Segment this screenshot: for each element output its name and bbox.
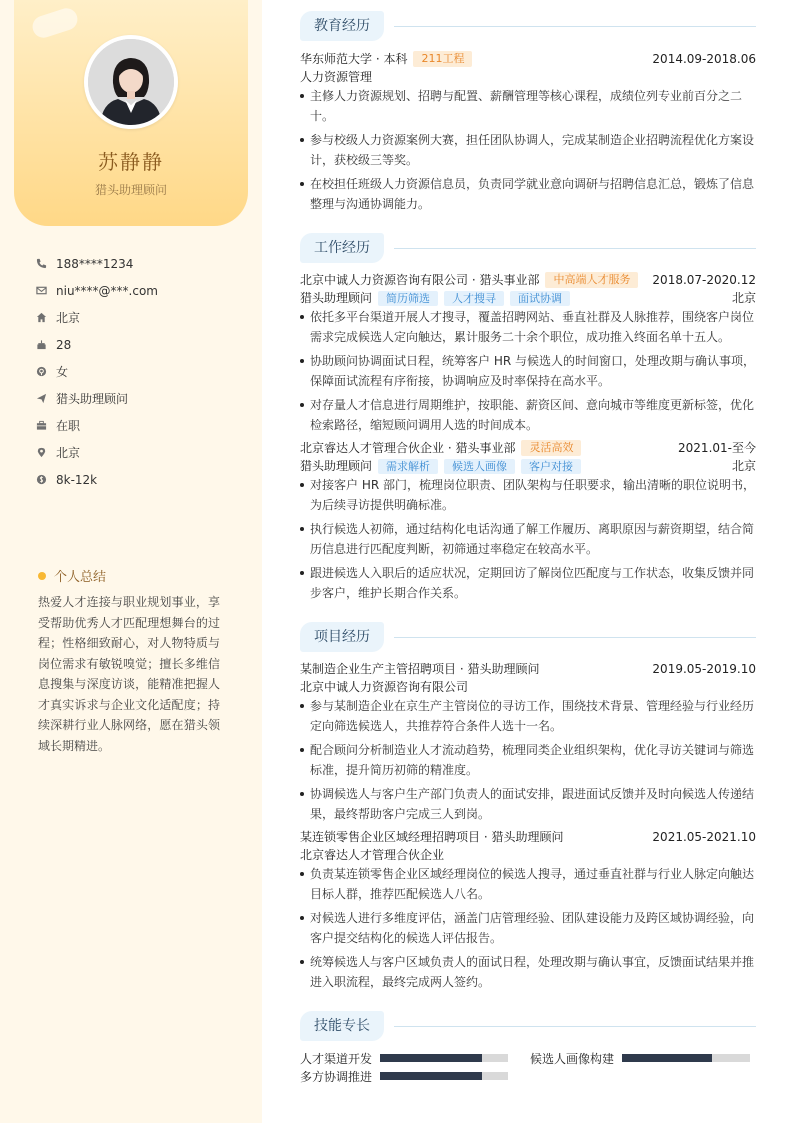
work-company-row [300,271,756,289]
major: 人力资源管理 [300,70,373,84]
section-divider [394,637,756,638]
gender-value: 女 [56,365,69,379]
list-item: 协助顾问协调面试日程，统筹客户 HR 与候选人的时间窗口，处理改期与确认事项，保障面试流程有序衔接，协调响应及时率保持在高水平。 [300,351,756,391]
school-name: 华东师范大学 · 本科 [300,52,408,66]
contact-item-gender [36,358,246,385]
summary-heading [38,566,106,585]
skill-tag: 客户对接 [521,459,581,474]
gender-icon [36,366,47,377]
company-name: 北京中诚人力资源咨询有限公司 · 猎头事业部 [300,273,540,287]
skill-level-bar [380,1054,508,1062]
salary-icon [36,474,47,485]
work-period: 2021.01-至今 [678,441,756,455]
project-bullets [300,696,756,828]
phone-icon [36,258,47,269]
skill-tag: 需求解析 [378,459,438,474]
skill-level-bar [622,1054,750,1062]
age-value: 28 [56,337,72,352]
project-name: 某连锁零售企业区域经理招聘项目 · 猎头助理顾问 [300,830,564,844]
list-item: 参与校级人力资源案例大赛，担任团队协调人，完成某制造企业招聘流程优化方案设计，获校级三等奖。 [300,130,756,170]
list-item: 对接客户 HR 部门，梳理岗位职责、团队架构与任职要求，输出清晰的职位说明书，为后续寻访提供明确标准。 [300,475,756,515]
section-divider [394,1026,756,1027]
school-tag: 211工程 [413,51,472,67]
home-icon [36,312,47,323]
skill-name: 人才渠道开发 [300,1051,373,1066]
summary-text: 热爱人才连接与职业规划事业，享受帮助优秀人才匹配理想舞台的过程；性格细致耐心，对人物特质与岗位需求有敏锐嗅觉；擅长多维信息搜集与深度访谈，能精准把握人才真实诉求与企业文化适配度；持续深耕行业人脉网络，愿在猎头领域长期精进。 [38,595,220,753]
profile-header [14,0,248,226]
summary-title: 个人总结 [54,570,107,585]
company-tag: 中高端人才服务 [545,272,638,288]
work-period: 2018.07-2020.12 [652,273,756,287]
list-item: 主修人力资源规划、招聘与配置、薪酬管理等核心课程，成绩位列专业前百分之二十。 [300,86,756,126]
job-status-value: 在职 [56,419,81,433]
avatar-photo [88,39,174,125]
project-company: 北京中诚人力资源咨询有限公司 [300,680,469,694]
briefcase-icon [36,420,47,431]
contact-item-phone [36,250,246,277]
salary-value: 8k-12k [56,472,98,487]
residence-value: 北京 [56,311,81,325]
contact-item-residence [36,304,246,331]
project-name-row [300,660,756,678]
education-row [300,50,756,68]
contact-item-salary [36,466,246,493]
skill-tag: 面试协调 [510,291,570,306]
skill-tag: 简历筛选 [378,291,438,306]
project-period: 2021.05-2021.10 [652,830,756,844]
list-item: 负责某连锁零售企业区域经理岗位的候选人搜寻，通过垂直社群与行业人脉定向触达目标人群，推荐匹配候选人八名。 [300,864,756,904]
skills-section-header [300,1011,756,1041]
profile-role: 猎头助理顾问 [94,183,167,197]
mail-icon [36,285,47,296]
profile-name: 苏静静 [98,150,164,174]
list-item: 依托多平台渠道开展人才搜寻，覆盖招聘网站、垂直社群及人脉推荐，围绕客户岗位需求完成候选人定向触达，累计服务二十余个职位，成功推入终面名单十五人。 [300,307,756,347]
work-section-header [300,233,756,263]
project-name: 某制造企业生产主管招聘项目 · 猎头助理顾问 [300,662,540,676]
projects-section-header [300,622,756,652]
project-company-row [300,678,756,696]
work-position-row [300,289,756,307]
list-item: 配合顾问分析制造业人才流动趋势，梳理同类企业组织架构，优化寻访关键词与筛选标准，提升简历初筛的精准度。 [300,740,756,780]
section-title-projects: 项目经历 [300,622,384,652]
project-company: 北京睿达人才管理合伙企业 [300,848,445,862]
list-item: 对存量人才信息进行周期维护，按职能、薪资区间、意向城市等维度更新标签，优化检索路径，缩短顾问调用人选的时间成本。 [300,395,756,435]
skill-item [300,1067,508,1085]
work-city: 北京 [731,291,756,305]
section-divider [394,26,756,27]
work-city: 北京 [731,459,756,473]
list-item: 对候选人进行多维度评估，涵盖门店管理经验、团队建设能力及跨区域协调经验，向客户提交结构化的候选人评估报告。 [300,908,756,948]
section-title-work: 工作经历 [300,233,384,263]
skill-tag: 候选人画像 [444,459,515,474]
education-section-header [300,11,756,41]
section-divider [394,248,756,249]
decorative-shape [30,5,81,40]
company-name: 北京睿达人才管理合伙企业 · 猎头事业部 [300,441,516,455]
contact-item-email [36,277,246,304]
project-name-row [300,828,756,846]
section-title-education: 教育经历 [300,11,384,41]
company-tag: 灵活高效 [521,440,581,456]
list-item: 在校担任班级人力资源信息员，负责同学就业意向调研与招聘信息汇总，锻炼了信息整理与沟通协调能力。 [300,174,756,214]
section-title-skills: 技能专长 [300,1011,384,1041]
sidebar [0,0,262,1123]
position: 猎头助理顾问 [300,459,373,473]
list-item: 参与某制造企业在京生产主管岗位的寻访工作，围绕技术背景、管理经验与行业经历定向筛选候选人，共推荐符合条件人选十一名。 [300,696,756,736]
cake-icon [36,339,47,350]
person-portrait-icon [88,39,174,125]
project-company-row [300,846,756,864]
position: 猎头助理顾问 [300,291,373,305]
work-bullets [300,307,756,439]
skill-level-bar [380,1072,508,1080]
skill-item [530,1049,750,1067]
project-bullets [300,864,756,996]
skill-tag: 人才搜寻 [444,291,504,306]
contact-item-job-status [36,412,246,439]
skill-name: 候选人画像构建 [530,1051,615,1066]
skill-level-fill [380,1072,482,1080]
list-item: 协调候选人与客户生产部门负责人的面试安排，跟进面试反馈并及时向候选人传递结果，最终帮助客户完成三人到岗。 [300,784,756,824]
list-item: 执行候选人初筛，通过结构化电话沟通了解工作履历、离职原因与薪资期望，结合简历信息进行匹配度判断，初筛通过率稳定在较高水平。 [300,519,756,559]
education-major-row [300,68,756,86]
education-bullets [300,86,756,218]
list-item: 统筹候选人与客户区域负责人的面试日程，处理改期与确认事宜，反馈面试结果并推进入职流程，最终完成两人签约。 [300,952,756,992]
education-period: 2014.09-2018.06 [652,52,756,66]
contact-item-age [36,331,246,358]
contact-item-target-city [36,439,246,466]
email-value: niu****@***.com [56,283,158,298]
skill-level-fill [622,1054,712,1062]
send-icon [36,393,47,404]
skill-level-fill [380,1054,482,1062]
dot-icon [38,572,46,580]
work-position-row [300,457,756,475]
contact-info-list [36,250,246,493]
location-pin-icon [36,447,47,458]
phone-value: 188****1234 [56,256,134,271]
work-company-row [300,439,756,457]
avatar [84,35,178,129]
project-period: 2019.05-2019.10 [652,662,756,676]
skill-name: 多方协调推进 [300,1069,373,1084]
contact-item-target-position [36,385,246,412]
list-item: 跟进候选人入职后的适应状况，定期回访了解岗位匹配度与工作状态，收集反馈并同步客户，维护长期合作关系。 [300,563,756,603]
target-position-value: 猎头助理顾问 [56,392,129,406]
skill-item [300,1049,508,1067]
work-bullets [300,475,756,607]
target-city-value: 北京 [56,446,81,460]
